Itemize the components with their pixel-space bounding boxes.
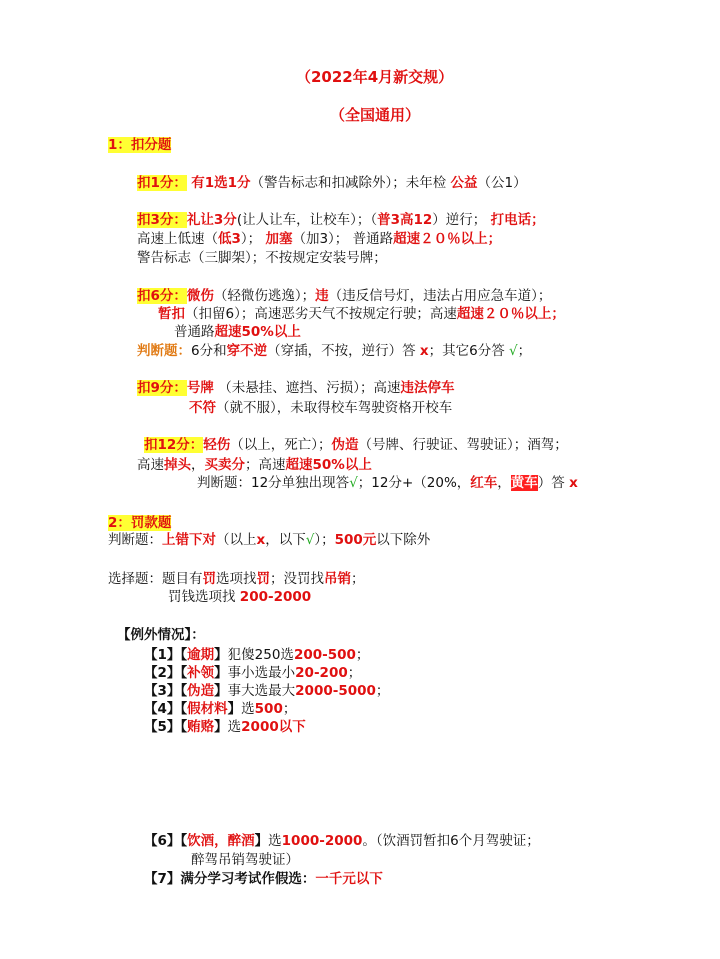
deduct-12-judge-line [197, 474, 578, 492]
deduct-3-key: 礼让3分 [186, 212, 237, 228]
deduct-3-line-1 [137, 211, 545, 229]
exceptions-title: 【例外情况】： [117, 627, 205, 643]
deduct-1-note: （公1） [477, 175, 527, 191]
deduct-6-judge-label: 判断题： [137, 343, 191, 359]
section-2-num: 2： [108, 515, 131, 531]
deduct-9-text-b: （未悬挂、遮挡、污损）；高速 [213, 380, 401, 396]
exception-item-bracket: 】 [227, 701, 242, 717]
deduct-12-text-a: 轻伤 [203, 437, 231, 453]
deduct-6-text-k: 6分和 [191, 343, 227, 359]
wrong-mark-icon: x [256, 532, 266, 548]
exception-item-6-mid: 选 [268, 833, 282, 849]
deduct-6-text-i: 超速50%以上 [214, 324, 301, 340]
fine-judge-text-c: （以上 [216, 532, 257, 548]
exception-item-end: ； [375, 683, 390, 699]
fine-choice-text-f: 吊销 [324, 571, 351, 587]
deduct-3-text-c: 普3高12 [377, 212, 433, 228]
exception-item-bracket: 】 [214, 683, 228, 699]
exception-item-num: 【2】 [144, 665, 181, 681]
exception-item-end: ； [282, 701, 297, 717]
deduct-12-text-j: 超速50%以上 [285, 457, 372, 473]
exception-item-6-key: 饮酒，醉酒 [187, 833, 255, 849]
exception-item-bracket: 【 [180, 683, 188, 699]
fine-choice-text-g: ； [351, 571, 365, 587]
deduct-1-public: 公益 [450, 175, 478, 191]
check-mark-icon: √ [305, 532, 315, 548]
fine-choice-text-a: 选择题：题目有 [108, 571, 203, 587]
exception-item-bracket: 【 [180, 647, 188, 663]
exception-item-6-num: 【6】 [144, 833, 181, 849]
fine-choice-line-1 [108, 570, 365, 588]
deduct-6-text-c: 违 [315, 288, 329, 304]
exception-item [144, 718, 306, 736]
section-1-heading [108, 136, 171, 154]
red-car-text: 红车 [470, 475, 498, 491]
exception-item-key: 假材料 [187, 701, 228, 717]
deduct-6-text-g: 超速２０％以上； [456, 306, 565, 322]
exception-item-num: 【1】 [144, 647, 181, 663]
deduct-6-text-b: （轻微伤逃逸）； [213, 288, 316, 304]
exception-item-end: ； [355, 647, 370, 663]
deduct-12-line-1 [144, 436, 568, 454]
exception-item-key: 贿赂 [187, 719, 215, 735]
fine-judge-text-h: 500元 [334, 532, 377, 548]
deduct-6-line-1 [137, 287, 551, 305]
deduct-9-text-e: （就不服），未取得校车驾驶资格开校车 [216, 400, 453, 416]
deduct-12-text-q: ）答 [537, 475, 570, 491]
fine-choice-text-b: 罚 [202, 571, 216, 587]
deduct-12-text-c: 伪造 [331, 437, 359, 453]
deduct-6-judge-line [137, 342, 531, 360]
exception-item-6-rb: 】 [254, 833, 269, 849]
fine-judge-text-i: 以下除外 [376, 532, 431, 548]
exception-item-num: 【4】 [144, 701, 181, 717]
deduct-6-line-3 [174, 323, 301, 341]
doc-subtitle: （全国通用） [330, 106, 421, 124]
fine-judge-text-g: ）； [314, 532, 335, 548]
deduct-12-text-h: 买卖分 [204, 457, 245, 473]
fine-judge-text-e: ，以下 [265, 532, 306, 548]
exception-item-key: 伪造 [187, 683, 215, 699]
exception-item-7-text: 满分学习考试作假选： [180, 871, 316, 887]
section-2-name: 罚款题 [130, 515, 172, 531]
exception-item-6-val: 1000-2000 [281, 833, 363, 849]
deduct-1-label: 扣1分： [137, 175, 187, 191]
exception-item-end: ； [347, 665, 362, 681]
section-1-num: 1： [108, 137, 131, 153]
exception-item-bracket: 【 [180, 701, 188, 717]
deduct-12-text-m: ；12分+（20%， [357, 475, 471, 491]
deduct-12-text-i: ；高速 [245, 457, 286, 473]
fine-judge-label: 判断题： [108, 532, 162, 548]
deduct-9-text-d: 不符 [189, 400, 216, 416]
deduct-12-text-g: ， [191, 457, 205, 473]
section-2-heading [108, 514, 171, 532]
deduct-1-line [137, 174, 527, 192]
deduct-3-text-k: 超速２０％以上； [393, 231, 502, 247]
deduct-6-text-m: （穿插，不按，逆行）答 [267, 343, 420, 359]
exception-item-bracket: 【 [180, 719, 188, 735]
deduct-9-text-a: 号牌 [186, 380, 214, 396]
deduct-12-text-k: 判断题：12分单独出现答 [197, 475, 350, 491]
exception-item-bracket: 【 [180, 665, 188, 681]
exception-item [144, 664, 361, 682]
exception-item-key: 逾期 [187, 647, 215, 663]
deduct-3-label: 扣3分： [137, 212, 187, 228]
deduct-9-label: 扣9分： [137, 380, 187, 396]
deduct-1-key: 有1选1分 [191, 175, 251, 191]
exception-item-6-lb: 【 [180, 833, 188, 849]
exception-item-bracket: 】 [214, 647, 228, 663]
fine-choice-text-h: 罚钱选项找 [168, 589, 240, 605]
deduct-6-text-l: 穿不逆 [226, 343, 268, 359]
exception-item-6-end: 。（饮酒罚暂扣6个月驾驶证； [362, 833, 540, 849]
deduct-6-text-f: （扣留6）；高速恶劣天气不按规定行驶；高速 [185, 306, 457, 322]
yellow-car-badge: 黄车 [510, 475, 538, 491]
deduct-12-text-d: （号牌、行驶证、驾驶证）；酒驾； [358, 437, 568, 453]
exception-item-value: 500 [254, 701, 283, 717]
deduct-12-label: 扣12分： [144, 437, 204, 453]
deduct-6-text-a: 微伤 [186, 288, 214, 304]
deduct-6-text-h: 普通路 [174, 324, 215, 340]
check-mark-icon: √ [349, 475, 358, 491]
check-mark-icon: √ [509, 343, 518, 359]
deduct-6-line-2 [158, 305, 565, 323]
deduct-12-text-b: （以上，死亡）； [230, 437, 332, 453]
exception-item-text: 事小选最小 [227, 665, 296, 681]
deduct-3-line-2 [137, 230, 501, 248]
deduct-3-text-i: 加塞 [265, 231, 293, 247]
fine-judge-line [108, 531, 430, 549]
deduct-12-line-2 [137, 456, 372, 474]
deduct-3-line-3: 警告标志（三脚架）；不按规定安装号牌； [137, 250, 387, 266]
exception-item-7-val: 一千元以下 [315, 871, 383, 887]
exception-item-value: 200-500 [293, 647, 356, 663]
exception-item-value: 2000-5000 [295, 683, 376, 699]
doc-title: （2022年4月新交规） [296, 68, 454, 86]
exception-item-bracket: 】 [214, 665, 228, 681]
deduct-1-text: （警告标志和扣减除外）；未年检 [250, 175, 451, 191]
deduct-6-text-q: ； [517, 343, 532, 359]
exception-item-text: 事大选最大 [227, 683, 296, 699]
wrong-mark-icon: x [569, 475, 578, 491]
exception-item-key: 补领 [187, 665, 215, 681]
exception-item [144, 646, 369, 664]
exception-item-value: 20-200 [295, 665, 348, 681]
fine-judge-key: 上错下对 [162, 532, 216, 548]
exception-item-text: 选 [241, 701, 255, 717]
exception-item-bracket: 】 [214, 719, 228, 735]
deduct-12-text-f: 掉头 [164, 457, 191, 473]
deduct-3-text-b: (让人让车，让校车）；（ [236, 212, 378, 228]
exception-item-num: 【5】 [144, 719, 181, 735]
exception-item-text: 犯傻250选 [227, 647, 294, 663]
deduct-12-text-o: ， [497, 475, 511, 491]
exception-item-7 [144, 870, 383, 888]
deduct-6-text-o: ；其它6分答 [428, 343, 509, 359]
wrong-mark-icon: x [419, 343, 429, 359]
deduct-9-line-2 [189, 399, 452, 417]
exception-item [144, 682, 389, 700]
exception-item-6-line-1 [144, 832, 540, 850]
deduct-9-line-1 [137, 379, 454, 397]
deduct-9-text-c: 违法停车 [400, 380, 455, 396]
fine-choice-text-c: 选项找 [216, 571, 257, 587]
deduct-6-text-e: 暂扣 [158, 306, 185, 322]
deduct-3-text-f: 高速上低速（ [137, 231, 218, 247]
exception-item-6-line-2: 醉驾吊销驾驶证） [191, 852, 299, 868]
exception-item-7-num: 【7】 [144, 871, 181, 887]
deduct-3-phone: 打电话； [490, 212, 545, 228]
deduct-3-text-j: （加3）； 普通路 [292, 231, 394, 247]
deduct-6-label: 扣6分： [137, 288, 187, 304]
deduct-12-text-e: 高速 [137, 457, 164, 473]
deduct-3-text-h: ）； [240, 231, 266, 247]
deduct-6-text-d: （违反信号灯，违法占用应急车道）； [328, 288, 552, 304]
fine-choice-text-e: ；没罚找 [270, 571, 324, 587]
deduct-3-text-g: 低3 [218, 231, 241, 247]
section-1-name: 扣分题 [130, 137, 172, 153]
exception-item-text: 选 [227, 719, 242, 735]
fine-choice-text-d: 罚 [256, 571, 270, 587]
exception-item [144, 700, 296, 718]
fine-choice-line-2 [168, 588, 311, 606]
exception-item-num: 【3】 [144, 683, 181, 699]
deduct-3-text-d: ）逆行； [432, 212, 491, 228]
fine-choice-range: 200-2000 [239, 589, 312, 605]
exception-item-value: 2000以下 [241, 719, 306, 735]
